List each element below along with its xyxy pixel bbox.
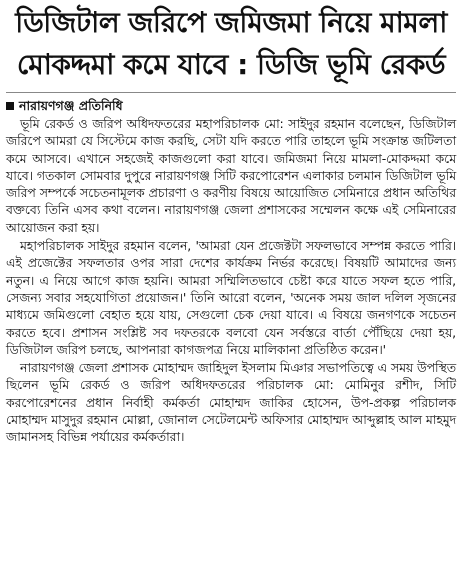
headline-line-1: ডিজিটাল জরিপে জমিজমা নিয়ে মামলা [15,6,447,39]
byline [6,97,456,115]
article-paragraph-2: মহাপরিচালক সাইদুর রহমান বলেন, 'আমরা যেন প্রজেক্টটা সফলভাবে সম্পন্ন করতে পারি। এই প্রজেক্টের সফলতার ওপর সারা দেশের কার্যক্রম নির্ভর করেছে। বিষয়টি আমাদের জন্য নতুন। এ নিয়ে আগে কাজ হয়নি। আমরা সম্মিলিতভাবে চেষ্টা করে যাতে সফল হতে পারি, সেজন্য সবার সহযোগিতা প্রয়োজন।' তিনি আরো বলেন, 'অনেক সময় জাল দলিল সৃজনের মাধ্যমে জমিগুলো বেহাত হয়ে যায়, সেগুলো চেক দেয়া যাবে। এ বিষয়ে জনগণকে সচেতন করতে হবে। প্রশাসন সংশ্লিষ্ট সব দফতরকে বলবো যেন সর্বস্তরে বার্তা পৌঁছিয়ে দেয়া হয়, ডিজিটাল জরিপ চলছে, আপনারা কাগজপত্র নিয়ে মালিকানা প্রতিষ্ঠিত করেন।' [6,238,456,357]
news-clipping [0,2,462,566]
article-paragraph-3: নারায়ণগঞ্জ জেলা প্রশাসক মোহাম্মদ জাহিদুল ইসলাম মিঞার সভাপতিত্বে এ সময় উপস্থিত ছিলেন ভূমি রেকর্ড ও জরিপ অধিদফতরের পরিচালক মো: মোমিনুর রশীদ, সিটি করপোরেশনের প্রধান নির্বাহী কর্মকর্তা মোহাম্মদ জাকির হোসেন, উপ-প্রকল্প পরিচালক মোহাম্মদ মাসুদুর রহমান মোল্লা, জোনাল সেটেলমেন্ট অফিসার মোহাম্মদ আব্দুল্লাহ আল মাহমুদ জামানসহ বিভিন্ন পর্যায়ের কর্মকর্তারা। [6,360,456,445]
byline-text: নারায়ণগঞ্জ প্রতিনিধি [19,98,123,113]
bullet-square-icon [6,102,14,110]
article-paragraph-1: ভূমি রেকর্ড ও জরিপ অধিদফতরের মহাপরিচালক মো: সাইদুর রহমান বলেছেন, ডিজিটাল জরিপে আমরা যে সিস্টেমে কাজ করছি, সেটা যদি করতে পারি তাহলে ভূমি সংক্রান্ত জটিলতা কমে আসবে। এখানে সহজেই কাজগুলো করা যাবে। জমিজমা নিয়ে মামলা-মোকদ্দমা কমে যাবে। গতকাল সোমবার দুপুরে নারায়ণগঞ্জ সিটি করপোরেশন এলাকার চলমান ডিজিটাল ভূমি জরিপ সম্পর্কে সচেতনামূলক প্রচারণা ও করণীয় বিষয়ে আয়োজিত সেমিনারে প্রধান অতিথির বক্তব্যে তিনি এসব কথা বলেন। নারায়ণগঞ্জ জেলা প্রশাসকের সম্মেলন কক্ষে এই সেমিনারের আয়োজন করা হয়। [6,116,456,235]
headline-line-2: মোকদ্দমা কমে যাবে : ডিজি ভূমি রেকর্ড [16,48,446,81]
headline-divider [6,92,456,93]
